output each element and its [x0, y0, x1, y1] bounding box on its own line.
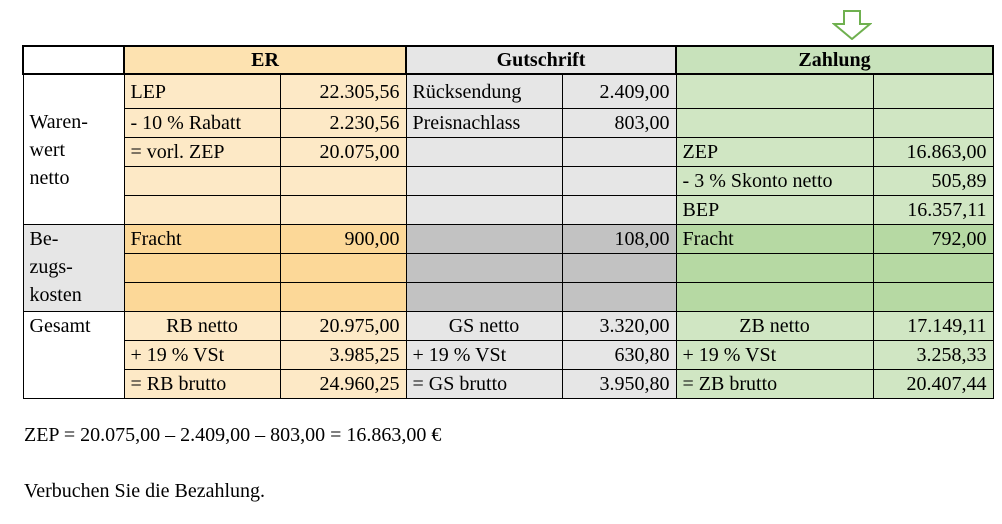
za-label [676, 74, 873, 109]
gs-label: Preisnachlass [406, 109, 562, 138]
er-value [280, 167, 406, 196]
table-row [23, 138, 993, 167]
za-value: 20.407,44 [873, 370, 993, 399]
gs-label [406, 167, 562, 196]
gs-value: 2.409,00 [562, 74, 676, 109]
gs-value: 630,80 [562, 341, 676, 370]
gs-value: 3.950,80 [562, 370, 676, 399]
er-label: LEP [124, 74, 280, 109]
gs-value [562, 196, 676, 225]
side-label-gesamt: Gesamt [23, 312, 124, 399]
er-value: 22.305,56 [280, 74, 406, 109]
er-value: 20.075,00 [280, 138, 406, 167]
formula-text: ZEP = 20.075,00 – 2.409,00 – 803,00 = 16.863,00 € [24, 424, 442, 446]
er-label [124, 196, 280, 225]
table-row [23, 370, 993, 399]
za-label: - 3 % Skonto netto [676, 167, 873, 196]
er-value: 20.975,00 [280, 312, 406, 341]
er-empty [280, 283, 406, 312]
za-label: ZB netto [676, 312, 873, 341]
za-label: + 19 % VSt [676, 341, 873, 370]
za-value [873, 109, 993, 138]
gs-label: Rücksendung [406, 74, 562, 109]
header-row [23, 46, 993, 74]
header-er: ER [124, 46, 406, 74]
er-label: RB netto [124, 312, 280, 341]
side-label-bezugskosten: Be- zugs- kosten [23, 225, 124, 312]
za-empty [873, 254, 993, 283]
za-value: 792,00 [873, 225, 993, 254]
side-label-warenwert: Waren- wert netto [23, 74, 124, 225]
gs-label: = GS brutto [406, 370, 562, 399]
header-blank [23, 46, 124, 74]
table-row [23, 283, 993, 312]
gs-value [562, 167, 676, 196]
za-value: 17.149,11 [873, 312, 993, 341]
za-label [676, 109, 873, 138]
header-zahlung: Zahlung [676, 46, 993, 74]
down-arrow-icon [832, 10, 872, 40]
table-row [23, 196, 993, 225]
er-value: 3.985,25 [280, 341, 406, 370]
gs-label [406, 196, 562, 225]
header-gutschrift: Gutschrift [406, 46, 676, 74]
table-row [23, 341, 993, 370]
gs-empty [562, 254, 676, 283]
er-value: 2.230,56 [280, 109, 406, 138]
table-row [23, 167, 993, 196]
gs-value: 803,00 [562, 109, 676, 138]
er-value: 900,00 [280, 225, 406, 254]
er-empty [124, 283, 280, 312]
gs-label [406, 138, 562, 167]
gs-label: GS netto [406, 312, 562, 341]
table-row [23, 74, 993, 109]
za-label: BEP [676, 196, 873, 225]
er-label: Fracht [124, 225, 280, 254]
za-value: 16.863,00 [873, 138, 993, 167]
er-empty [280, 254, 406, 283]
za-value: 505,89 [873, 167, 993, 196]
table-row [23, 109, 993, 138]
za-empty [676, 283, 873, 312]
er-label: = RB brutto [124, 370, 280, 399]
gs-value [562, 138, 676, 167]
er-label: = vorl. ZEP [124, 138, 280, 167]
gs-empty [406, 254, 562, 283]
table-row [23, 225, 993, 254]
za-label: = ZB brutto [676, 370, 873, 399]
accounting-table [22, 45, 994, 399]
za-empty [873, 283, 993, 312]
za-label: ZEP [676, 138, 873, 167]
er-empty [124, 254, 280, 283]
za-empty [676, 254, 873, 283]
gs-label [406, 225, 562, 254]
gs-empty [406, 283, 562, 312]
za-label: Fracht [676, 225, 873, 254]
gs-value: 3.320,00 [562, 312, 676, 341]
er-label: - 10 % Rabatt [124, 109, 280, 138]
er-value [280, 196, 406, 225]
za-value: 16.357,11 [873, 196, 993, 225]
er-label [124, 167, 280, 196]
gs-empty [562, 283, 676, 312]
instruction-text: Verbuchen Sie die Bezahlung. [24, 480, 266, 502]
za-value: 3.258,33 [873, 341, 993, 370]
er-value: 24.960,25 [280, 370, 406, 399]
gs-label: + 19 % VSt [406, 341, 562, 370]
table-row [23, 254, 993, 283]
table-row [23, 312, 993, 341]
gs-value: 108,00 [562, 225, 676, 254]
za-value [873, 74, 993, 109]
er-label: + 19 % VSt [124, 341, 280, 370]
